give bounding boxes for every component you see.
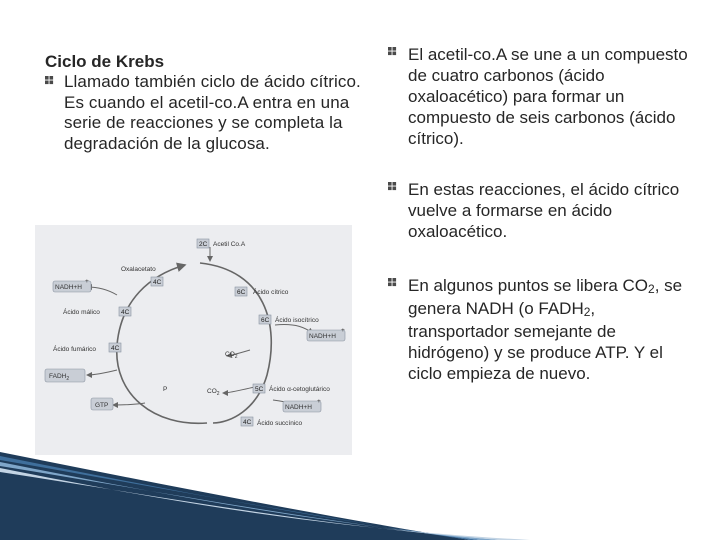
oxaloacetate-carbon-label: 4C xyxy=(153,279,162,286)
isocitrate-carbon-label: 6C xyxy=(261,317,270,324)
bullet-icon xyxy=(45,76,54,85)
citrate-carbon-label: 6C xyxy=(237,289,246,296)
bullet-icon xyxy=(388,47,397,56)
ketoglutarate-carbon-label: 5C xyxy=(255,386,264,393)
nadh-right-1-label: NADH+H xyxy=(309,333,336,340)
right-bullet-text-1: El acetil-co.A se une a un compuesto de cuatro carbonos (ácido oxaloacético) para formar un compuesto de seis carbonos (ácido cítrico). xyxy=(408,45,688,148)
cycle-graphic xyxy=(35,225,352,455)
left-text-block xyxy=(45,52,365,154)
isocitric-acid-label: Ácido isocítrico xyxy=(275,317,319,324)
ketoglutaric-acid-label: Ácido α-cetoglutárico xyxy=(269,386,330,393)
right-bullet-item-2 xyxy=(388,179,688,242)
malate-carbon-label: 4C xyxy=(121,309,130,316)
bullet-icon xyxy=(388,182,397,191)
nadh-left-plus: + xyxy=(85,278,89,285)
gtp-label: GTP xyxy=(95,402,109,409)
decorative-ribbon xyxy=(0,452,720,540)
acetyl-carbon-label: 2C xyxy=(199,241,208,248)
nadh-right-1-plus: + xyxy=(341,327,345,334)
co2-1-label: $CO_2$ xyxy=(225,351,238,360)
nadh-right-2-plus: + xyxy=(317,398,321,405)
acetyl-coa-label: Acetil Co.A xyxy=(213,241,246,248)
fadh2-label: $FADH_2$ xyxy=(49,373,70,382)
succinate-carbon-label: 4C xyxy=(243,419,252,426)
succinic-acid-label: Ácido succínico xyxy=(257,420,303,427)
right-text-block xyxy=(388,44,688,384)
citric-acid-label: Ácido cítrico xyxy=(253,289,289,296)
slide-title: Ciclo de Krebs xyxy=(45,52,165,71)
right-bullet-text-3: En algunos puntos se libera $CO_2$, se genera NADH (o $FADH_2$, transportador semejante de hidrógeno) y se produce ATP. Y el ciclo empieza de nuevo. xyxy=(408,276,683,383)
malic-acid-label: Ácido málico xyxy=(63,309,100,316)
nadh-right-2-label: NADH+H xyxy=(285,404,312,411)
left-bullet-item xyxy=(45,72,365,154)
right-bullet-text-2: En estas reacciones, el ácido cítrico vuelve a formarse en ácido oxaloacético. xyxy=(408,180,680,241)
right-bullet-item-1 xyxy=(388,44,688,149)
right-bullet-item-3 xyxy=(388,275,688,384)
fumaric-acid-label: Ácido fumárico xyxy=(53,346,96,353)
left-bullet-text: Llamado también ciclo de ácido cítrico. Es cuando el acetil-co.A entra en una serie de reacciones y se completa la degradación de la glucosa. xyxy=(64,72,361,153)
nadh-left-label: NADH+H xyxy=(55,284,82,291)
fumarate-carbon-label: 4C xyxy=(111,345,120,352)
co2-2-label: $CO_2$ xyxy=(207,388,220,397)
bullet-icon xyxy=(388,278,397,287)
cycle-arc-left xyxy=(117,265,207,423)
phosphate-label: P xyxy=(163,386,168,393)
oxaloacetate-label: Oxalacetato xyxy=(121,266,156,273)
krebs-cycle-diagram xyxy=(35,225,352,455)
